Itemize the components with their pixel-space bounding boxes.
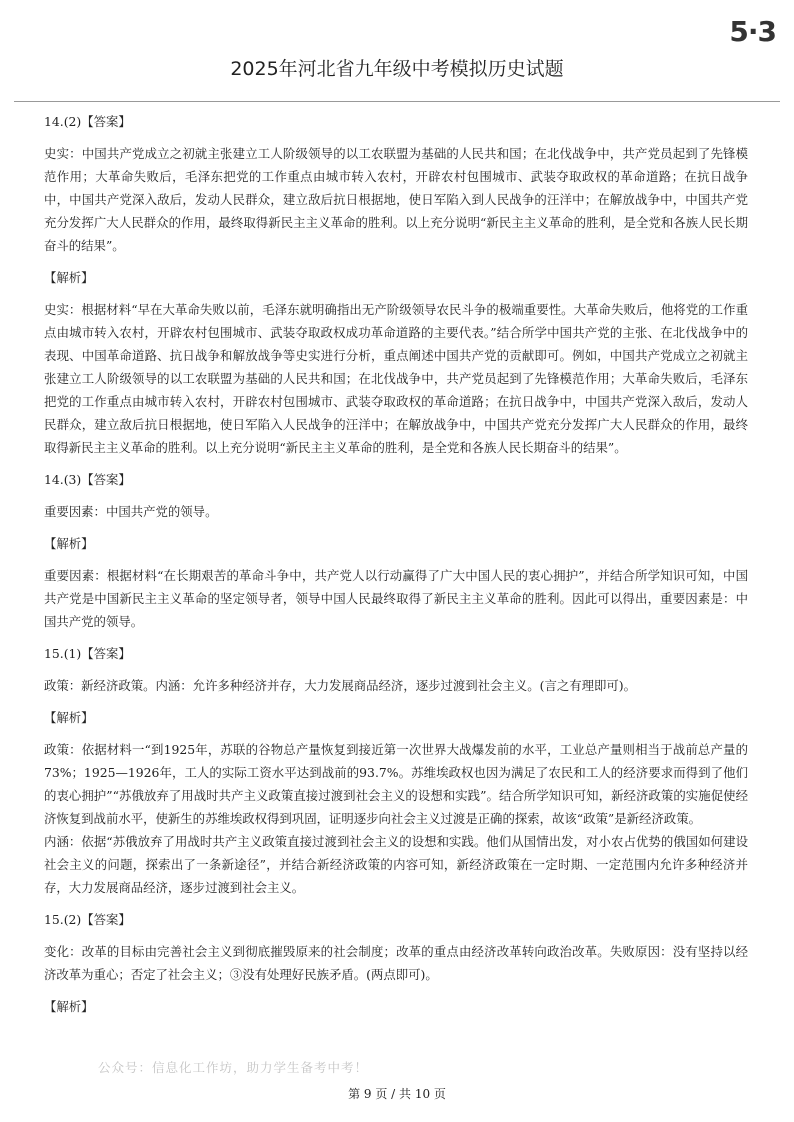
paragraph-14-3-analysis: 重要因素：根据材料“在长期艰苦的革命斗争中，共产党人以行动赢得了广大中国人民的衷心拥护”，并结合所学知识可知，中国共产党是中国新民主主义革命的坚定领导者，领导中国人民最终取得了新民主主义革命的胜利。因此可以得出，重要因素是：中国共产党的领导。: [44, 568, 748, 629]
section-heading-14-2-analysis: 【解析】: [44, 270, 94, 285]
page-number: 第 9 页 / 共 10 页: [348, 1087, 446, 1101]
section-heading-15-1-analysis: 【解析】: [44, 710, 94, 725]
watermark-text: 公众号：信息化工作坊，助力学生备考中考！: [98, 1060, 369, 1075]
section-heading-14-3-analysis: 【解析】: [44, 536, 94, 551]
paragraph-15-1-answer: 政策：新经济政策。内涵：允许多种经济并存，大力发展商品经济，逐步过渡到社会主义。(言之有理即可)。: [44, 678, 637, 693]
brand-logo: 5·3: [729, 15, 776, 48]
section-heading-15-1-answer: 15.(1)【答案】: [44, 646, 131, 661]
section-heading-15-2-answer: 15.(2)【答案】: [44, 912, 131, 927]
paragraph-15-1-analysis-meaning: 内涵：依据“苏俄放弃了用战时共产主义政策直接过渡到社会主义的设想和实践。他们从国情出发，对小农占优势的俄国如何建设社会主义的问题，探索出了一条新途径”，并结合新经济政策的内容可知，新经济政策在一定时期、一定范围内允许多种经济并存，大力发展商品经济，逐步过渡到社会主义。: [44, 834, 748, 895]
answer-content: [44, 110, 748, 1027]
paragraph-14-2-analysis: 史实：根据材料“早在大革命失败以前，毛泽东就明确指出无产阶级领导农民斗争的极端重要性。大革命失败后，他将党的工作重点由城市转入农村，开辟农村包围城市、武装夺取政权成功革命道路的主要代表。”结合所学中国共产党的主张、在北伐战争中的表现、中国革命道路、抗日战争和解放战争等史实进行分析，重点阐述中国共产党的贡献即可。例如，中国共产党成立之初就主张建立工人阶级领导的以工农联盟为基础的人民共和国；在北伐战争中，共产党员起到了先锋模范作用；大革命失败后，毛泽东把党的工作重点由城市转入农村，开辟农村包围城市、武装夺取政权的革命道路；在抗日战争中，中国共产党深入敌后，发动人民群众，建立敌后抗日根据地，使日军陷入人民战争的汪洋中；在解放战争中，中国共产党充分发挥广大人民群众的作用，最终取得新民主主义革命的胜利。以上充分说明“新民主主义革命的胜利，是全党和各族人民长期奋斗的结果”。: [44, 302, 748, 455]
section-heading-14-3-answer: 14.(3)【答案】: [44, 472, 131, 487]
paragraph-15-1-analysis-policy: 政策：依据材料一“到1925年，苏联的谷物总产量恢复到接近第一次世界大战爆发前的水平，工业总产量则相当于战前总产量的73%；1925—1926年，工人的实际工资水平达到战前的93.7%。苏维埃政权也因为满足了农民和工人的经济要求而得到了他们的衷心拥护”“苏俄放弃了用战时共产主义政策直接过渡到社会主义的设想和实践”。结合所学知识可知，新经济政策的实施促使经济恢复到战前水平，使新生的苏维埃政权得到巩固，证明逐步向社会主义过渡是正确的探索，故该“政策”是新经济政策。: [44, 742, 748, 826]
header-divider: [14, 101, 780, 102]
paragraph-14-2-answer: 史实：中国共产党成立之初就主张建立工人阶级领导的以工农联盟为基础的人民共和国；在北伐战争中，共产党员起到了先锋模范作用；大革命失败后，毛泽东把党的工作重点由城市转入农村，开辟农村包围城市、武装夺取政权的革命道路；在抗日战争中，中国共产党深入敌后，发动人民群众，建立敌后抗日根据地，使日军陷入到人民战争的汪洋中；在解放战争中，中国共产党充分发挥广大人民群众的作用，最终取得新民主主义革命的胜利。以上充分说明“新民主主义革命的胜利，是全党和各族人民长期奋斗的结果”。: [44, 146, 748, 253]
page-title: 2025年河北省九年级中考模拟历史试题: [230, 58, 564, 80]
paragraph-15-2-answer: 变化：改革的目标由完善社会主义到彻底摧毁原来的社会制度；改革的重点由经济改革转向政治改革。失败原因：没有坚持以经济改革为重心；否定了社会主义；③没有处理好民族矛盾。(两点即可)。: [44, 944, 748, 982]
paragraph-14-3-answer: 重要因素：中国共产党的领导。: [44, 504, 218, 519]
section-heading-14-2-answer: 14.(2)【答案】: [44, 114, 131, 129]
section-heading-15-2-analysis: 【解析】: [44, 999, 94, 1014]
